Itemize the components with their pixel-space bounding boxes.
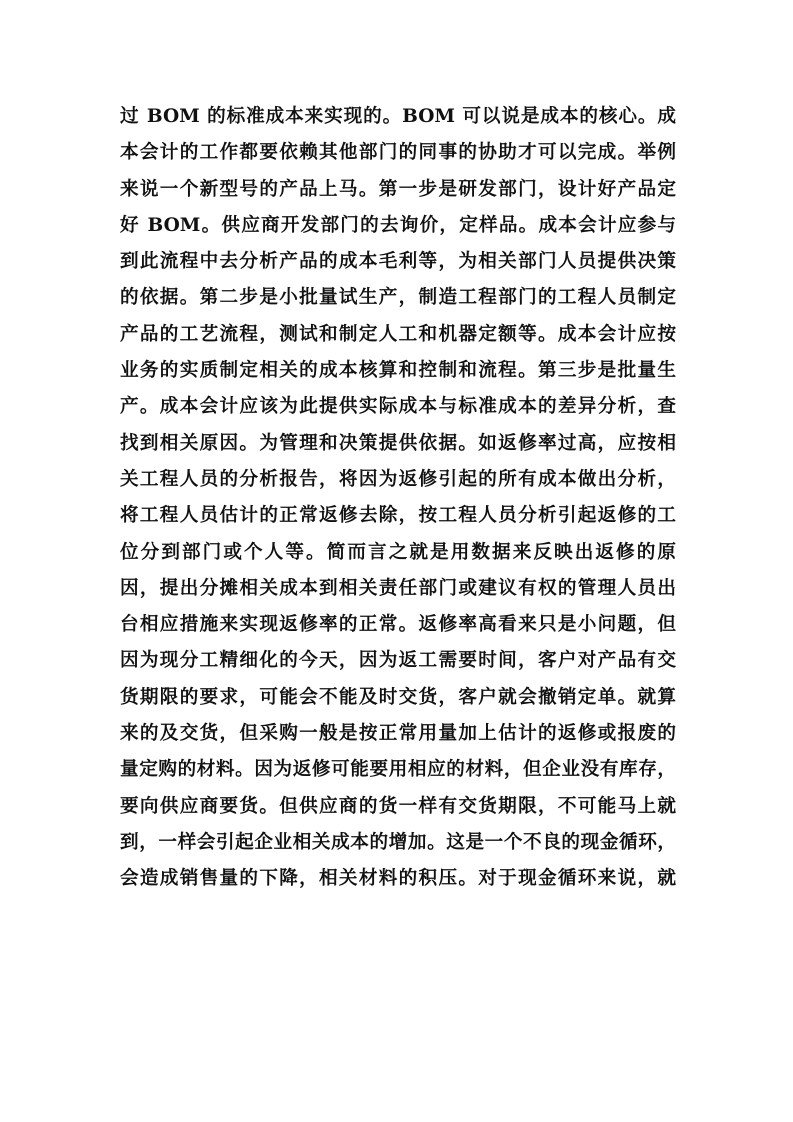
text-line: 到，一样会引起企业相关成本的增加。这是一个不良的现金循环， [120,831,676,853]
text-line: 因为现分工精细化的今天，因为返工需要时间，客户对产品有交 [120,650,676,672]
text-line: 好 BOM。供应商开发部门的去询价，定样品。成本会计应参与 [120,214,676,236]
text-line: 会造成销售量的下降，相关材料的积压。对于现金循环来说，就 [120,868,676,890]
text-line: 货期限的要求，可能会不能及时交货，客户就会撤销定单。就算 [120,686,676,708]
text-line: 找到相关原因。为管理和决策提供依据。如返修率过高，应按相 [120,432,676,454]
text-line: 到此流程中去分析产品的成本毛利等，为相关部门人员提供决策 [120,251,676,273]
body-text [120,99,676,898]
text-line: 的依据。第二步是小批量试生产，制造工程部门的工程人员制定 [120,287,676,309]
text-line: 将工程人员估计的正常返修去除，按工程人员分析引起返修的工 [120,505,676,527]
text-line: 产。成本会计应该为此提供实际成本与标准成本的差异分析，查 [120,396,676,418]
text-line: 位分到部门或个人等。简而言之就是用数据来反映出返修的原 [120,541,676,563]
text-line: 关工程人员的分析报告，将因为返修引起的所有成本做出分析， [120,468,676,490]
text-line: 因，提出分摊相关成本到相关责任部门或建议有权的管理人员出 [120,577,676,599]
text-line: 来说一个新型号的产品上马。第一步是研发部门，设计好产品定 [120,178,676,200]
text-line: 来的及交货，但采购一般是按正常用量加上估计的返修或报废的 [120,723,676,745]
text-line: 业务的实质制定相关的成本核算和控制和流程。第三步是批量生 [120,360,676,382]
text-line: 要向供应商要货。但供应商的货一样有交货期限，不可能马上就 [120,795,676,817]
text-line: 本会计的工作都要依赖其他部门的同事的协助才可以完成。举例 [120,142,676,164]
text-line: 过 BOM 的标准成本来实现的。BOM 可以说是成本的核心。成 [120,106,676,127]
text-line: 量定购的材料。因为返修可能要用相应的材料，但企业没有库存， [120,759,676,781]
text-line: 产品的工艺流程，测试和制定人工和机器定额等。成本会计应按 [120,323,676,345]
text-line: 台相应措施来实现返修率的正常。返修率高看来只是小问题，但 [120,614,676,636]
